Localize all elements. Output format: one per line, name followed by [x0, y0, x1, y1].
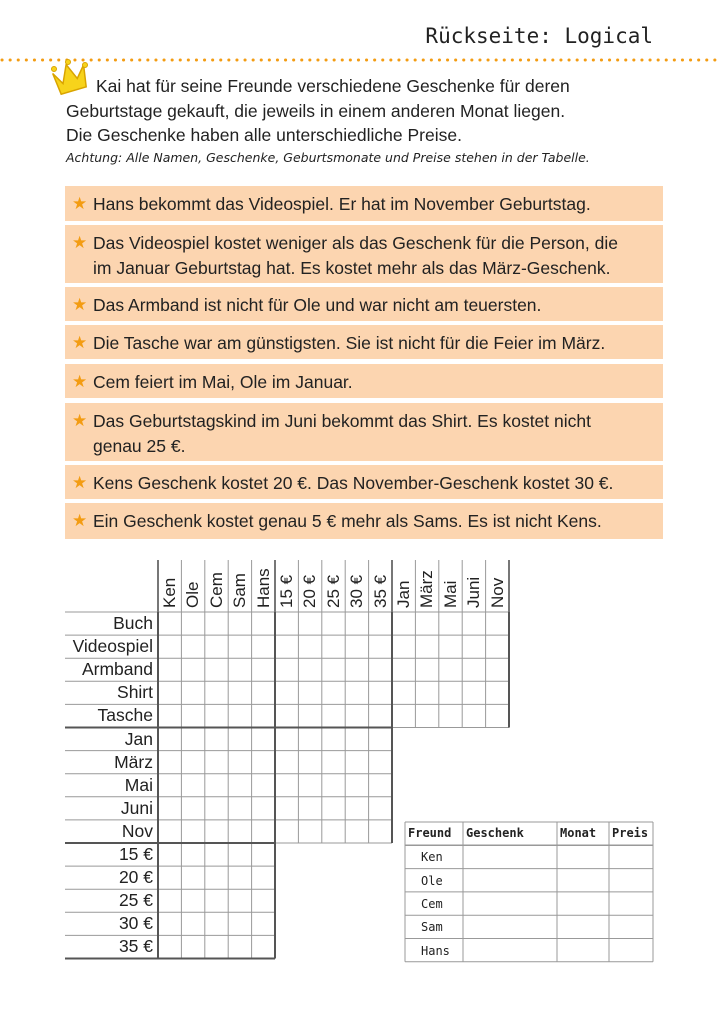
clue-text: Ein Geschenk kostet genau 5 € mehr als Sams. Es ist nicht Kens. [93, 511, 602, 531]
clue-text: Das Armband ist nicht für Ole und war nicht am teuersten. [93, 295, 542, 315]
grid-column-label: 25 € [323, 574, 343, 608]
intro-line-2: Geburtstage gekauft, die jeweils in einem anderen Monat liegen. [66, 100, 566, 121]
star-icon: ★ [72, 233, 88, 252]
grid-row-label: Buch [113, 613, 153, 633]
star-icon: ★ [72, 194, 88, 213]
solution-row-name: Sam [421, 920, 443, 935]
grid-column-label: Ole [183, 581, 203, 608]
clue-text: Kens Geschenk kostet 20 €. Das November-Geschenk kostet 30 €. [93, 473, 614, 493]
grid-row-label: Tasche [97, 705, 153, 726]
solution-row-name: Cem [421, 896, 443, 911]
star-icon: ★ [72, 473, 88, 492]
grid-row-label: Nov [121, 820, 153, 841]
grid-row-label: 35 € [118, 936, 153, 957]
grid-column-label: März [417, 570, 437, 608]
grid-row-label: Juni [120, 797, 153, 818]
grid-column-label: Hans [253, 568, 273, 608]
solution-header: Monat [560, 826, 597, 840]
intro-line-1: Kai hat für seine Freunde verschiedene Geschenke für deren [96, 76, 570, 96]
grid-column-label: 35 € [370, 574, 390, 608]
grid-column-label: Juni [464, 576, 484, 608]
grid-row-label: Shirt [117, 682, 153, 703]
grid-column-label: Cem [206, 572, 226, 608]
clue-text: Die Tasche war am günstigsten. Sie ist nicht für die Feier im März. [93, 333, 606, 353]
page-header-title: Rückseite: Logical [425, 24, 653, 48]
clue-text: im Januar Geburtstag hat. Es kostet mehr als das März-Geschenk. [93, 258, 611, 278]
grid-column-label: 15 € [277, 574, 296, 608]
grid-column-label: Jan [394, 580, 413, 608]
clue-text: genau 25 €. [93, 436, 186, 456]
clue-text: Das Videospiel kostet weniger als das Geschenk für die Person, die [93, 233, 618, 253]
grid-row-label: Jan [124, 728, 153, 749]
clue-text: Hans bekommt das Videospiel. Er hat im November Geburtstag. [93, 194, 591, 214]
star-icon: ★ [72, 372, 88, 391]
star-icon: ★ [72, 333, 88, 352]
grid-column-label: Sam [230, 573, 250, 608]
solution-row-name: Ken [421, 850, 443, 865]
grid-column-label: Nov [487, 577, 507, 608]
grid-row-label: Armband [81, 659, 153, 680]
grid-row-label: 15 € [118, 844, 153, 864]
grid-column-label: Mai [440, 580, 460, 608]
grid-column-label: 30 € [347, 574, 367, 608]
clue-text: Das Geburtstagskind im Juni bekommt das Shirt. Es kostet nicht [93, 411, 591, 431]
grid-row-label: Videospiel [72, 636, 153, 657]
solution-row-name: Ole [421, 873, 443, 888]
grid-column-label: Ken [160, 577, 179, 608]
star-icon: ★ [72, 511, 88, 530]
solution-header: Freund [408, 826, 452, 840]
star-icon: ★ [72, 411, 88, 430]
solution-header: Geschenk [466, 826, 524, 840]
solution-row-name: Hans [421, 943, 450, 958]
grid-row-label: 30 € [118, 913, 153, 934]
intro-note: Achtung: Alle Namen, Geschenke, Geburtsmonate und Preise stehen in der Tabelle. [66, 150, 590, 165]
star-icon: ★ [72, 295, 88, 314]
clue-text: Cem feiert im Mai, Ole im Januar. [93, 372, 353, 392]
grid-row-label: März [114, 751, 153, 772]
grid-column-label: 20 € [300, 574, 320, 608]
grid-row-label: 20 € [118, 867, 153, 888]
grid-row-label: 25 € [118, 890, 153, 911]
intro-line-3: Die Geschenke haben alle unterschiedliche Preise. [66, 125, 462, 145]
grid-row-label: Mai [124, 774, 153, 795]
solution-header: Preis [612, 826, 649, 840]
